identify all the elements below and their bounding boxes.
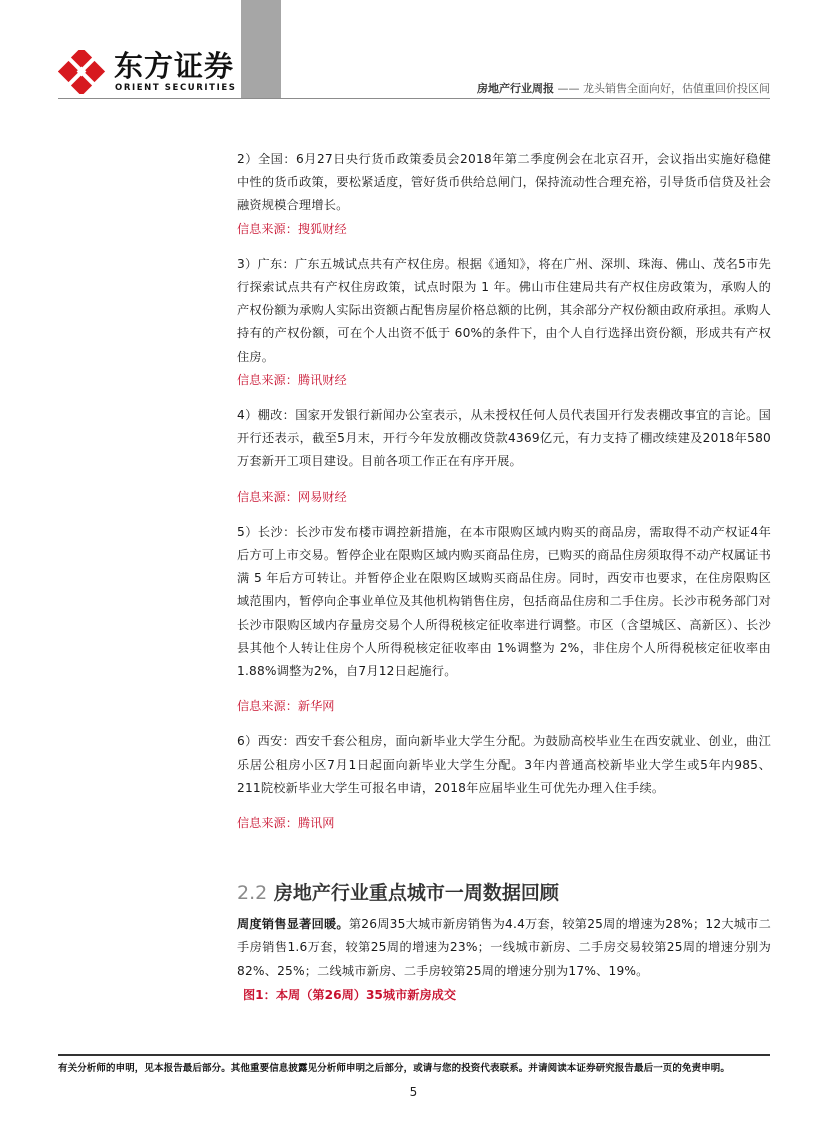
main-content bbox=[237, 148, 771, 1004]
news-item-source: 信息来源：搜狐财经 bbox=[237, 221, 347, 236]
brand-logo bbox=[58, 48, 237, 96]
section-heading bbox=[237, 881, 771, 905]
news-item-text: 3）广东：广东五城试点共有产权住房。根据《通知》，将在广州、深圳、珠海、佛山、茂名5市先行探索试点共有产权住房政策，试点时限为 1 年。佛山市住建局共有产权住房政策为，承购人的产权份额为承购人实际出资额占配售房屋价格总额的比例，其余部分产权份额由政府承担。承购人持有的产权份额，可在个人出资不低于 60%的条件下，由个人自行选择出资份额，形成共有产权住房。 bbox=[237, 256, 771, 364]
news-item-source: 信息来源：网易财经 bbox=[237, 489, 347, 504]
header-divider bbox=[58, 98, 770, 99]
page-number: 5 bbox=[409, 1085, 418, 1099]
news-item-source: 信息来源：腾讯网 bbox=[237, 816, 335, 831]
news-item-text: 4）棚改：国家开发银行新闻办公室表示，从未授权任何人员代表国开行发表棚改事宜的言论。国开行还表示，截至5月末，开行今年发放棚改贷款4369亿元，有力支持了棚改续建及2018年580万套新开工项目建设。目前各项工作正在有序开展。 bbox=[237, 408, 771, 469]
report-subtitle: —— 龙头销售全面向好，估值重回价投区间 bbox=[554, 82, 770, 95]
news-item-text: 6）西安：西安千套公租房，面向新毕业大学生分配。为鼓励高校毕业生在西安就业、创业，曲江乐居公租房小区7月1日起面向新毕业大学生分配。3年内普通高校新毕业大学生或5年内985、211院校新毕业大学生可报名申请，2018年应届毕业生可优先办理入住手续。 bbox=[237, 734, 771, 795]
figure-title: 图1：本周（第26周）35城市新房成交 bbox=[243, 987, 457, 1002]
section-lead-paragraph bbox=[237, 913, 771, 983]
section-lead-text: 第26周35大城市新房销售为4.4万套，较第25周的增速为28%；12大城市二手房销售1.6万套，较第25周的增速为23%；一线城市新房、二手房交易较第25周的增速分别为82%、25%；二线城市新房、二手房较第25周的增速分别为17%、19%。 bbox=[237, 917, 771, 978]
section-title: 房地产行业重点城市一周数据回顾 bbox=[273, 882, 559, 905]
orient-diamond-logo-icon bbox=[58, 50, 106, 94]
news-item-text: 5）长沙：长沙市发布楼市调控新措施，在本市限购区域内购买的商品房，需取得不动产权证4年后方可上市交易。暂停企业在限购区域内购买商品住房，已购买的商品住房须取得不动产权属证书满 5 年后方可转让。并暂停企业在限购区域购买商品住房。同时，西安市也要求，在住房限购区域范围内，暂停向企事业单位及其他机构销售住房，包括商品住房和二手住房。长沙市税务部门对长沙市限购区域内存量房交易个人所得税核定征收率进行调整。市区（含望城区、高新区）、长沙县其他个人转让住房个人所得税核定征收率由 1%调整为 2%，非住房个人所得税核定征收率由1.88%调整为2%，自7月12日起施行。 bbox=[237, 524, 771, 679]
news-item-source: 信息来源：腾讯财经 bbox=[237, 372, 347, 387]
report-header-title bbox=[477, 82, 770, 96]
brand-name-cn: 东方证券 bbox=[114, 49, 235, 83]
footer-divider bbox=[58, 1054, 770, 1056]
news-item-text: 2）全国：6月27日央行货币政策委员会2018年第二季度例会在北京召开，会议指出实施好稳健中性的货币政策，要松紧适度，管好货币供给总闸门，保持流动性合理充裕，引导货币信贷及社会融资规模合理增长。 bbox=[237, 152, 771, 213]
section-number: 2.2 bbox=[237, 882, 268, 905]
news-item-source: 信息来源：新华网 bbox=[237, 699, 335, 714]
section-lead-bold: 周度销售显著回暖。 bbox=[237, 917, 349, 932]
brand-name-en: ORIENT SECURITIES bbox=[115, 83, 237, 93]
report-type: 房地产行业周报 bbox=[477, 82, 554, 95]
header-gray-tab bbox=[241, 0, 281, 98]
footer-disclaimer: 有关分析师的申明，见本报告最后部分。其他重要信息披露见分析师申明之后部分，或请与您的投资代表联系。并请阅读本证券研究报告最后一页的免责申明。 bbox=[58, 1063, 731, 1074]
